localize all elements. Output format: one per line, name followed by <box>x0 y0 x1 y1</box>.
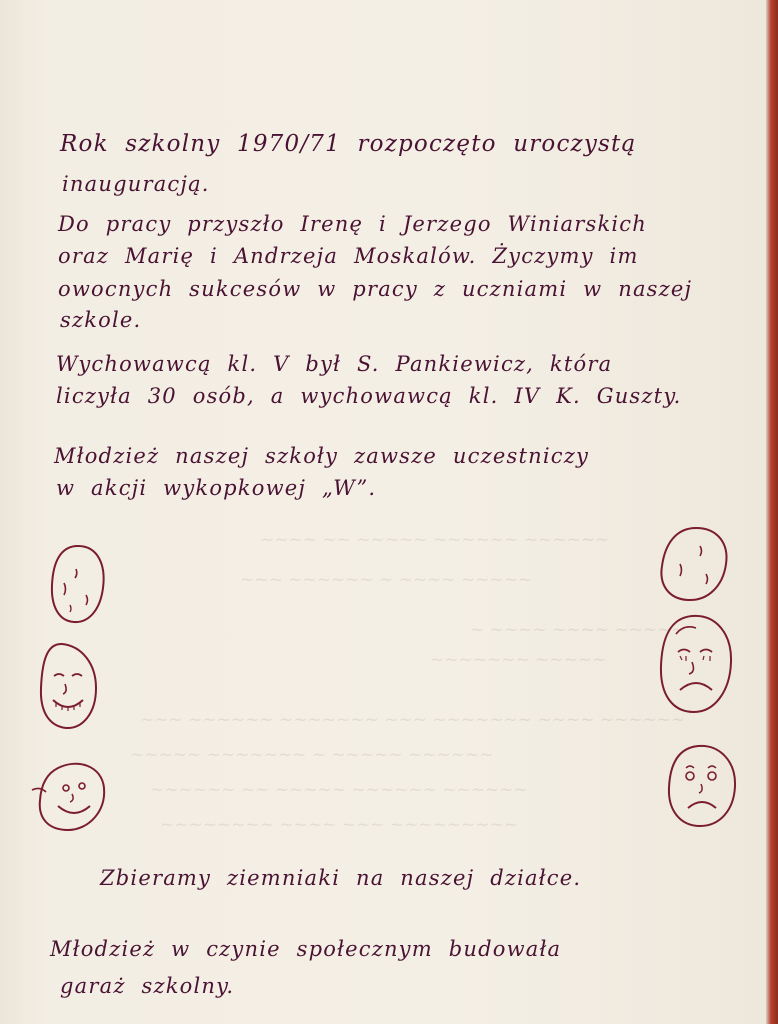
reverse-side-bleed: ~ ~~~~ ~~~~ ~~~~~ <box>470 620 686 640</box>
handwritten-caption: Zbieramy ziemniaki na naszej działce. <box>100 866 582 890</box>
handwritten-line: oraz Marię i Andrzeja Moskalów. Życzymy im <box>58 244 639 268</box>
handwritten-line: Wychowawcą kl. V był S. Pankiewicz, która <box>56 352 613 376</box>
potato-face-icon <box>36 640 102 732</box>
handwritten-line: garaż szkolny. <box>60 974 235 998</box>
potato-icon <box>48 543 108 625</box>
handwritten-line: inauguracją. <box>62 172 210 196</box>
reverse-side-bleed: ~~~~~ ~~~~~~~ ~ ~~~~~ ~~~~~~ <box>130 745 494 765</box>
reverse-side-bleed: ~~~ ~~~~~~ ~~~~~~~ ~~~ ~~~~~~~ ~~~~ ~~~~~~ <box>140 710 686 730</box>
handwritten-line: szkole. <box>60 308 142 332</box>
reverse-side-bleed: ~~~~ ~~ ~~~~~ ~~~~~~ ~~~~~~ <box>260 530 610 550</box>
potato-face-icon <box>28 760 108 834</box>
potato-face-icon <box>656 612 736 716</box>
handwritten-line: Młodzież naszej szkoły zawsze uczestniczy <box>54 444 590 468</box>
handwritten-line: Rok szkolny 1970/71 rozpoczęto uroczystą <box>60 131 637 157</box>
reverse-side-bleed: ~~~~~~~~ ~~~~ ~~~ ~~~~~~~~~ <box>160 815 519 835</box>
reverse-side-bleed: ~~~~~~ ~~ ~~~~~ ~~~~~~ ~~~~~~ <box>150 780 528 800</box>
handwritten-line: owocnych sukcesów w pracy z uczniami w naszej <box>58 277 693 301</box>
reverse-side-bleed: ~~~ ~~~~~~ ~ ~~~~ ~~~~~ <box>240 570 533 590</box>
handwritten-line: Młodzież w czynie społecznym budowała <box>50 937 562 961</box>
handwritten-line: w akcji wykopkowej „W”. <box>56 476 377 500</box>
handwritten-line: Do pracy przyszło Irenę i Jerzego Winiarskich <box>58 212 647 236</box>
notebook-spine <box>766 0 778 1024</box>
potato-face-icon <box>664 742 740 830</box>
reverse-side-bleed: ~~~~~~~ ~~~~~ <box>430 650 607 670</box>
handwritten-line: liczyła 30 osób, a wychowawcą kl. IV K. Guszty. <box>56 384 682 408</box>
potato-icon <box>656 524 732 604</box>
